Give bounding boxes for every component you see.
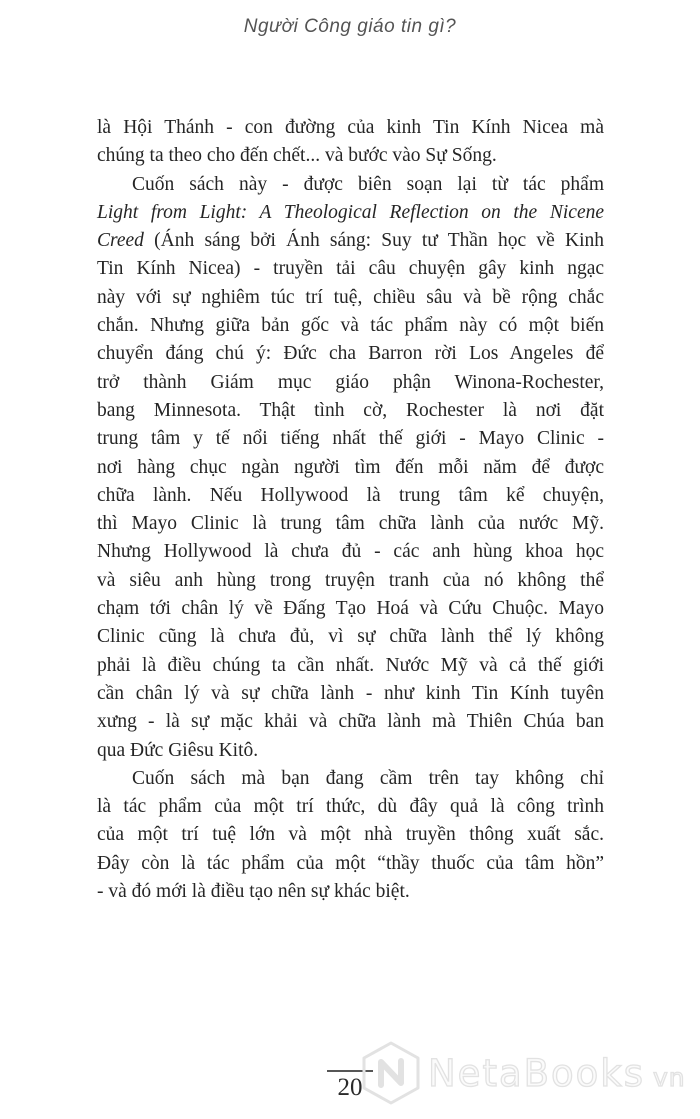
text-line bbox=[97, 255, 604, 283]
text-segment: chạm tới chân lý về Đấng Tạo Hoá và Cứu Chuộc. Mayo bbox=[97, 598, 604, 620]
text-segment: này với sự nghiêm túc trí tuệ, chiều sâu và bề rộng chắc bbox=[97, 286, 604, 308]
text-segment: Clinic cũng là chưa đủ, vì sự chữa lành thể lý không bbox=[97, 626, 604, 648]
text-line bbox=[97, 142, 604, 170]
text-line bbox=[97, 425, 604, 453]
text-segment: và siêu anh hùng trong truyện tranh của nó không thể bbox=[97, 569, 604, 591]
text-line bbox=[97, 284, 604, 312]
netabooks-watermark bbox=[360, 1040, 686, 1106]
text-segment: trở thành Giám mục giáo phận Winona-Rochester, bbox=[97, 371, 604, 393]
text-segment: của một trí tuệ lớn và một nhà truyền thông xuất sắc. bbox=[97, 824, 604, 846]
text-line bbox=[97, 737, 604, 765]
text-line bbox=[97, 171, 604, 199]
text-segment: trung tâm y tế nổi tiếng nhất thế giới - Mayo Clinic - bbox=[97, 428, 604, 450]
netabooks-hexagon-logo-icon bbox=[360, 1040, 422, 1106]
text-line bbox=[97, 652, 604, 680]
text-line bbox=[97, 340, 604, 368]
text-segment: Tin Kính Nicea) - truyền tải câu chuyện gây kinh ngạc bbox=[97, 258, 604, 280]
text-segment: Cuốn sách này - được biên soạn lại từ tác phẩm bbox=[132, 173, 604, 195]
text-segment: - và đó mới là điều tạo nên sự khác biệt. bbox=[97, 881, 410, 903]
running-header: Người Công giáo tin gì? bbox=[243, 16, 457, 37]
text-segment: qua Đức Giêsu Kitô. bbox=[97, 739, 259, 761]
text-segment: là tác phẩm của một trí thức, dù đây quả là công trình bbox=[97, 796, 604, 818]
page-number: 20 bbox=[337, 1074, 363, 1101]
text-segment: Cuốn sách mà bạn đang cầm trên tay không chỉ bbox=[132, 767, 604, 789]
text-line bbox=[97, 567, 604, 595]
paragraph bbox=[97, 765, 604, 906]
text-line bbox=[97, 623, 604, 651]
text-line bbox=[97, 227, 604, 255]
text-line bbox=[97, 114, 604, 142]
text-line bbox=[97, 199, 604, 227]
text-line bbox=[97, 595, 604, 623]
text-line bbox=[97, 397, 604, 425]
text-segment: nơi hàng chục ngàn người tìm đến mỗi năm để được bbox=[97, 456, 604, 478]
text-line bbox=[97, 878, 604, 906]
text-block bbox=[97, 114, 604, 906]
watermark-text bbox=[422, 1052, 686, 1095]
text-line bbox=[97, 454, 604, 482]
text-line bbox=[97, 821, 604, 849]
text-line bbox=[97, 680, 604, 708]
text-segment: chắn. Nhưng giữa bản gốc và tác phẩm này có một biến bbox=[97, 315, 604, 337]
watermark-domain: vn bbox=[652, 1062, 686, 1092]
text-segment: cần chân lý và sự chữa lành - như kinh Tin Kính tuyên bbox=[97, 682, 604, 704]
text-line bbox=[97, 369, 604, 397]
text-line bbox=[97, 510, 604, 538]
text-segment: Nhưng Hollywood là chưa đủ - các anh hùng khoa học bbox=[97, 541, 604, 563]
italic-text-segment: Light from Light: A Theological Reflection on the Nicene bbox=[97, 201, 604, 223]
text-segment: chuyển đáng chú ý: Đức cha Barron rời Los Angeles để bbox=[97, 343, 604, 365]
text-line bbox=[97, 312, 604, 340]
text-segment: phải là điều chúng ta cần nhất. Nước Mỹ và cả thế giới bbox=[97, 654, 604, 676]
text-line bbox=[97, 708, 604, 736]
paragraph bbox=[97, 171, 604, 765]
text-line bbox=[97, 765, 604, 793]
text-line bbox=[97, 793, 604, 821]
watermark-brand: NetaBooks bbox=[428, 1051, 645, 1095]
text-segment: chữa lành. Nếu Hollywood là trung tâm kể chuyện, bbox=[97, 484, 604, 506]
text-segment: (Ánh sáng bởi Ánh sáng: Suy tư Thần học về Kinh bbox=[154, 230, 604, 252]
text-line bbox=[97, 850, 604, 878]
text-segment: chúng ta theo cho đến chết... và bước vào Sự Sống. bbox=[97, 145, 497, 167]
text-line bbox=[97, 482, 604, 510]
text-segment: là Hội Thánh - con đường của kinh Tin Kính Nicea mà bbox=[97, 117, 604, 138]
paragraph bbox=[97, 114, 604, 171]
text-segment: xưng - là sự mặc khải và chữa lành mà Thiên Chúa ban bbox=[97, 711, 604, 733]
italic-text-segment: Creed bbox=[97, 230, 155, 252]
text-segment: Đây còn là tác phẩm của một “thầy thuốc của tâm hồn” bbox=[97, 852, 604, 874]
text-segment: bang Minnesota. Thật tình cờ, Rochester là nơi đặt bbox=[97, 399, 604, 421]
text-line bbox=[97, 538, 604, 566]
text-segment: thì Mayo Clinic là trung tâm chữa lành của nước Mỹ. bbox=[97, 513, 604, 535]
